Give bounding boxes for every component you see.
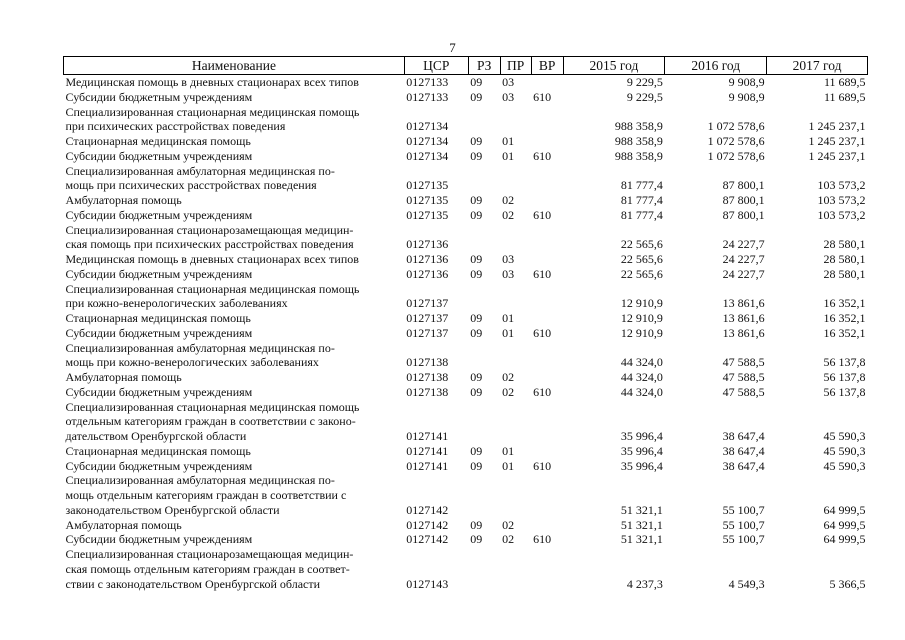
row-csr: 0127136 xyxy=(406,237,449,252)
row-2016: 38 647,4 xyxy=(722,429,765,443)
budget-table xyxy=(63,56,868,591)
table-body xyxy=(64,75,868,592)
row-name-line: Амбулаторная помощь xyxy=(65,517,182,532)
row-name-line: ская помощь при психических расстройствах поведения xyxy=(65,237,354,252)
row-rz: 09 xyxy=(470,75,483,89)
row-2016: 24 227,7 xyxy=(722,252,765,266)
row-name-line: Специализированная стационарная медицинская помощь xyxy=(65,104,360,119)
row-pr xyxy=(500,341,531,371)
row-name-line: Специализированная стационарная медицинская помощь xyxy=(65,281,360,296)
row-vr xyxy=(531,223,563,253)
row-2017: 103 573,2 xyxy=(817,207,866,222)
row-name xyxy=(64,341,405,371)
row-vr: 610 xyxy=(533,207,552,222)
row-csr: 0127142 xyxy=(406,532,449,547)
row-name xyxy=(64,90,405,105)
row-rz: 09 xyxy=(470,311,483,325)
row-rz: 09 xyxy=(470,252,483,266)
row-2016: 55 100,7 xyxy=(722,532,765,547)
row-vr xyxy=(531,75,563,90)
row-2016: 24 227,7 xyxy=(722,266,765,281)
row-pr xyxy=(500,223,531,253)
row-csr: 0127135 xyxy=(406,178,449,193)
header-rz: РЗ xyxy=(468,57,500,75)
table-row xyxy=(64,532,868,547)
row-rz xyxy=(468,282,500,312)
row-vr xyxy=(531,252,563,267)
header-2015: 2015 год xyxy=(563,57,665,75)
row-csr: 0127141 xyxy=(406,443,449,458)
row-name xyxy=(64,444,405,459)
row-name xyxy=(64,547,405,591)
row-2017: 45 590,3 xyxy=(823,429,866,443)
row-name-line: Медицинская помощь в дневных стационарах всех типов xyxy=(65,75,359,89)
row-pr: 01 xyxy=(502,458,515,473)
table-row xyxy=(64,282,868,312)
row-2016: 55 100,7 xyxy=(722,517,765,532)
row-rz xyxy=(468,400,500,444)
row-name-line: мощь отдельным категориям граждан в соответствии с xyxy=(65,488,347,502)
row-name xyxy=(64,75,405,90)
row-rz xyxy=(468,341,500,371)
table-row xyxy=(64,547,868,591)
header-2017: 2017 год xyxy=(767,57,868,75)
row-csr: 0127142 xyxy=(406,517,449,532)
table-row xyxy=(64,267,868,282)
row-csr: 0127138 xyxy=(406,355,449,370)
row-name-line: Специализированная стационарная медицинская помощь xyxy=(65,399,360,414)
row-2017: 45 590,3 xyxy=(823,458,866,473)
row-2016: 13 861,6 xyxy=(722,296,765,311)
row-vr xyxy=(531,473,563,517)
row-2015: 4 237,3 xyxy=(626,576,663,591)
row-2017: 103 573,2 xyxy=(817,193,866,207)
row-name-line: Субсидии бюджетным учреждениям xyxy=(65,384,253,399)
row-vr xyxy=(531,164,563,194)
row-rz: 09 xyxy=(470,384,483,399)
row-name xyxy=(64,252,405,267)
row-pr: 02 xyxy=(502,517,515,532)
row-pr: 01 xyxy=(502,311,515,325)
row-name-line: Специализированная амбулаторная медицинская по- xyxy=(65,163,335,178)
row-name-line: Стационарная медицинская помощь xyxy=(65,134,251,148)
row-pr: 01 xyxy=(502,325,515,340)
row-csr: 0127138 xyxy=(406,384,449,399)
table-header-row xyxy=(64,57,868,75)
row-2016: 38 647,4 xyxy=(722,458,765,473)
table-row xyxy=(64,105,868,135)
row-2015: 44 324,0 xyxy=(620,384,663,399)
row-2016: 87 800,1 xyxy=(722,207,765,222)
row-name-line: Специализированная амбулаторная медицинская по- xyxy=(65,340,335,355)
row-name xyxy=(64,223,405,253)
row-name xyxy=(64,105,405,135)
row-vr: 610 xyxy=(533,325,552,340)
row-csr: 0127135 xyxy=(406,193,449,207)
row-name-line: при психических расстройствах поведения xyxy=(65,119,286,134)
row-vr xyxy=(531,547,563,591)
row-rz: 09 xyxy=(470,89,483,104)
row-name xyxy=(64,149,405,164)
header-2016: 2016 год xyxy=(665,57,767,75)
row-csr: 0127143 xyxy=(406,576,449,591)
table-row xyxy=(64,223,868,253)
row-rz xyxy=(468,105,500,135)
row-2015: 81 777,4 xyxy=(620,193,663,207)
row-name-line: Стационарная медицинская помощь xyxy=(65,311,251,325)
row-2015: 81 777,4 xyxy=(620,178,663,193)
table-row xyxy=(64,90,868,105)
row-name xyxy=(64,473,405,517)
row-2017: 64 999,5 xyxy=(823,517,866,532)
row-pr: 01 xyxy=(502,148,515,163)
row-name-line: Специализированная амбулаторная медицинская по- xyxy=(65,473,335,488)
row-2017: 56 137,8 xyxy=(823,355,866,370)
row-pr: 01 xyxy=(502,134,515,148)
row-pr: 03 xyxy=(502,266,515,281)
table-row xyxy=(64,208,868,223)
row-2015: 12 910,9 xyxy=(620,311,663,325)
row-2015: 35 996,4 xyxy=(620,429,663,443)
row-pr xyxy=(500,473,531,517)
row-2015: 81 777,4 xyxy=(620,207,663,222)
row-rz: 09 xyxy=(470,517,483,532)
row-csr: 0127136 xyxy=(406,252,449,266)
row-2016: 1 072 578,6 xyxy=(707,148,765,163)
row-rz: 09 xyxy=(470,193,483,207)
row-2015: 22 565,6 xyxy=(620,237,663,252)
table-row xyxy=(64,341,868,371)
row-2017: 56 137,8 xyxy=(823,384,866,399)
row-vr: 610 xyxy=(533,266,552,281)
row-name-line: отдельным категориям граждан в соответствии с законо- xyxy=(65,414,356,429)
row-vr xyxy=(531,282,563,312)
row-name xyxy=(64,311,405,326)
row-name-line: ская помощь отдельным категориям граждан в соответ- xyxy=(65,561,350,576)
row-2015: 44 324,0 xyxy=(620,355,663,370)
row-csr: 0127134 xyxy=(406,148,449,163)
row-name-line: Субсидии бюджетным учреждениям xyxy=(65,266,253,281)
row-2016: 13 861,6 xyxy=(722,325,765,340)
row-rz: 09 xyxy=(470,325,483,340)
row-name-line: Субсидии бюджетным учреждениям xyxy=(65,458,253,473)
row-pr: 02 xyxy=(502,370,515,384)
row-vr: 610 xyxy=(533,458,552,473)
row-name xyxy=(64,282,405,312)
row-2017: 64 999,5 xyxy=(823,532,866,547)
row-name-line: Стационарная медицинская помощь xyxy=(65,443,251,458)
row-2016: 9 908,9 xyxy=(728,89,765,104)
row-2015: 9 229,5 xyxy=(626,89,663,104)
table-row xyxy=(64,134,868,149)
row-name xyxy=(64,400,405,444)
row-vr xyxy=(531,444,563,459)
row-2015: 12 910,9 xyxy=(620,325,663,340)
header-csr: ЦСР xyxy=(404,57,468,75)
page-number: 7 xyxy=(449,40,456,55)
row-pr xyxy=(500,282,531,312)
table-row xyxy=(64,473,868,517)
row-rz: 09 xyxy=(470,134,483,148)
row-name xyxy=(64,208,405,223)
row-name-line: дательством Оренбургской области xyxy=(65,429,247,443)
row-vr: 610 xyxy=(533,89,552,104)
table-row xyxy=(64,400,868,444)
row-2017: 56 137,8 xyxy=(823,370,866,384)
row-csr: 0127136 xyxy=(406,266,449,281)
row-rz: 09 xyxy=(470,207,483,222)
row-name xyxy=(64,459,405,474)
row-pr: 02 xyxy=(502,532,515,547)
row-2016: 4 549,3 xyxy=(728,576,765,591)
row-name-line: Амбулаторная помощь xyxy=(65,370,182,384)
row-rz: 09 xyxy=(470,266,483,281)
row-2016: 55 100,7 xyxy=(722,502,765,517)
row-csr: 0127134 xyxy=(406,119,449,134)
row-2016: 1 072 578,6 xyxy=(707,134,765,148)
table-row xyxy=(64,311,868,326)
header-name: Наименование xyxy=(64,57,405,75)
row-2017: 28 580,1 xyxy=(823,237,866,252)
row-2017: 11 689,5 xyxy=(823,75,866,89)
row-name-line: мощь при кожно-венерологических заболеваниях xyxy=(65,355,319,370)
row-name-line: мощь при психических расстройствах поведения xyxy=(65,178,317,193)
row-pr xyxy=(500,105,531,135)
row-2017: 45 590,3 xyxy=(823,443,866,458)
row-2016: 47 588,5 xyxy=(722,370,765,384)
row-pr xyxy=(500,164,531,194)
row-name-line: при кожно-венерологических заболеваниях xyxy=(65,296,288,311)
table-row xyxy=(64,370,868,385)
row-2015: 22 565,6 xyxy=(620,252,663,266)
row-2017: 28 580,1 xyxy=(823,252,866,266)
row-name xyxy=(64,134,405,149)
row-2017: 16 352,1 xyxy=(823,296,866,311)
row-vr xyxy=(531,518,563,533)
row-rz: 09 xyxy=(470,148,483,163)
row-csr: 0127141 xyxy=(406,429,449,443)
row-name-line: Специализированная стационарозамещающая медицин- xyxy=(65,222,354,237)
row-name-line: Медицинская помощь в дневных стационарах всех типов xyxy=(65,252,359,266)
row-2017: 5 366,5 xyxy=(829,576,866,591)
row-vr xyxy=(531,311,563,326)
row-name-line: законодательством Оренбургской области xyxy=(65,502,280,517)
row-pr: 02 xyxy=(502,384,515,399)
row-csr: 0127142 xyxy=(406,502,449,517)
row-2015: 22 565,6 xyxy=(620,266,663,281)
row-name xyxy=(64,370,405,385)
row-name-line: ствии с законодательством Оренбургской области xyxy=(65,576,321,591)
row-pr xyxy=(500,400,531,444)
row-2016: 24 227,7 xyxy=(722,237,765,252)
row-2017: 11 689,5 xyxy=(823,89,866,104)
row-name xyxy=(64,267,405,282)
header-vr: ВР xyxy=(531,57,563,75)
row-vr xyxy=(531,134,563,149)
row-2017: 1 245 237,1 xyxy=(808,134,866,148)
row-2016: 47 588,5 xyxy=(722,355,765,370)
row-name xyxy=(64,164,405,194)
row-csr: 0127135 xyxy=(406,207,449,222)
row-csr: 0127134 xyxy=(406,134,449,148)
row-2017: 16 352,1 xyxy=(823,325,866,340)
row-csr: 0127141 xyxy=(406,458,449,473)
row-2016: 13 861,6 xyxy=(722,311,765,325)
table-row xyxy=(64,444,868,459)
row-rz xyxy=(468,473,500,517)
row-csr: 0127137 xyxy=(406,325,449,340)
row-pr xyxy=(500,547,531,591)
row-2017: 1 245 237,1 xyxy=(808,148,866,163)
row-csr: 0127137 xyxy=(406,311,449,325)
table-row xyxy=(64,149,868,164)
row-name-line: Субсидии бюджетным учреждениям xyxy=(65,148,253,163)
row-name-line: Субсидии бюджетным учреждениям xyxy=(65,89,253,104)
row-csr: 0127133 xyxy=(406,75,449,89)
row-2015: 51 321,1 xyxy=(620,517,663,532)
row-csr: 0127138 xyxy=(406,370,449,384)
row-2015: 988 358,9 xyxy=(614,134,663,148)
row-rz xyxy=(468,164,500,194)
row-pr: 03 xyxy=(502,252,515,266)
row-2017: 103 573,2 xyxy=(817,178,866,193)
row-name-line: Субсидии бюджетным учреждениям xyxy=(65,207,253,222)
row-name-line: Субсидии бюджетным учреждениям xyxy=(65,325,253,340)
table-row xyxy=(64,252,868,267)
row-name xyxy=(64,193,405,208)
row-csr: 0127133 xyxy=(406,89,449,104)
row-rz: 09 xyxy=(470,532,483,547)
row-pr: 01 xyxy=(502,443,515,458)
row-vr xyxy=(531,105,563,135)
row-rz xyxy=(468,223,500,253)
row-name-line: Специализированная стационарозамещающая медицин- xyxy=(65,547,354,561)
row-name xyxy=(64,518,405,533)
row-name-line: Амбулаторная помощь xyxy=(65,193,182,207)
table-row xyxy=(64,459,868,474)
row-2017: 28 580,1 xyxy=(823,266,866,281)
row-2016: 47 588,5 xyxy=(722,384,765,399)
row-name xyxy=(64,326,405,341)
row-2017: 64 999,5 xyxy=(823,502,866,517)
row-2016: 87 800,1 xyxy=(722,193,765,207)
table-row xyxy=(64,164,868,194)
row-pr: 02 xyxy=(502,193,515,207)
row-2015: 35 996,4 xyxy=(620,443,663,458)
table-row xyxy=(64,75,868,90)
row-rz: 09 xyxy=(470,370,483,384)
row-csr: 0127137 xyxy=(406,296,449,311)
row-name xyxy=(64,385,405,400)
row-vr: 610 xyxy=(533,532,552,547)
table-row xyxy=(64,326,868,341)
row-2015: 51 321,1 xyxy=(620,532,663,547)
row-vr: 610 xyxy=(533,148,552,163)
row-rz: 09 xyxy=(470,458,483,473)
row-2015: 9 229,5 xyxy=(626,75,663,89)
row-2016: 38 647,4 xyxy=(722,443,765,458)
row-2015: 44 324,0 xyxy=(620,370,663,384)
row-2015: 988 358,9 xyxy=(614,148,663,163)
row-vr: 610 xyxy=(533,384,552,399)
row-vr xyxy=(531,400,563,444)
row-pr: 03 xyxy=(502,89,515,104)
row-2017: 1 245 237,1 xyxy=(808,119,866,134)
row-2015: 51 321,1 xyxy=(620,502,663,517)
row-pr: 03 xyxy=(502,75,515,89)
row-vr xyxy=(531,370,563,385)
row-2017: 16 352,1 xyxy=(823,311,866,325)
row-2016: 87 800,1 xyxy=(722,178,765,193)
table-row xyxy=(64,193,868,208)
row-2015: 988 358,9 xyxy=(614,119,663,134)
row-vr xyxy=(531,341,563,371)
row-vr xyxy=(531,193,563,208)
row-name xyxy=(64,532,405,547)
header-pr: ПР xyxy=(500,57,531,75)
row-rz xyxy=(468,547,500,591)
row-2016: 1 072 578,6 xyxy=(707,119,765,134)
row-2016: 9 908,9 xyxy=(728,75,765,89)
row-2015: 35 996,4 xyxy=(620,458,663,473)
row-2015: 12 910,9 xyxy=(620,296,663,311)
table-row xyxy=(64,385,868,400)
row-name-line: Субсидии бюджетным учреждениям xyxy=(65,532,253,547)
row-pr: 02 xyxy=(502,207,515,222)
table-row xyxy=(64,518,868,533)
row-rz: 09 xyxy=(470,443,483,458)
